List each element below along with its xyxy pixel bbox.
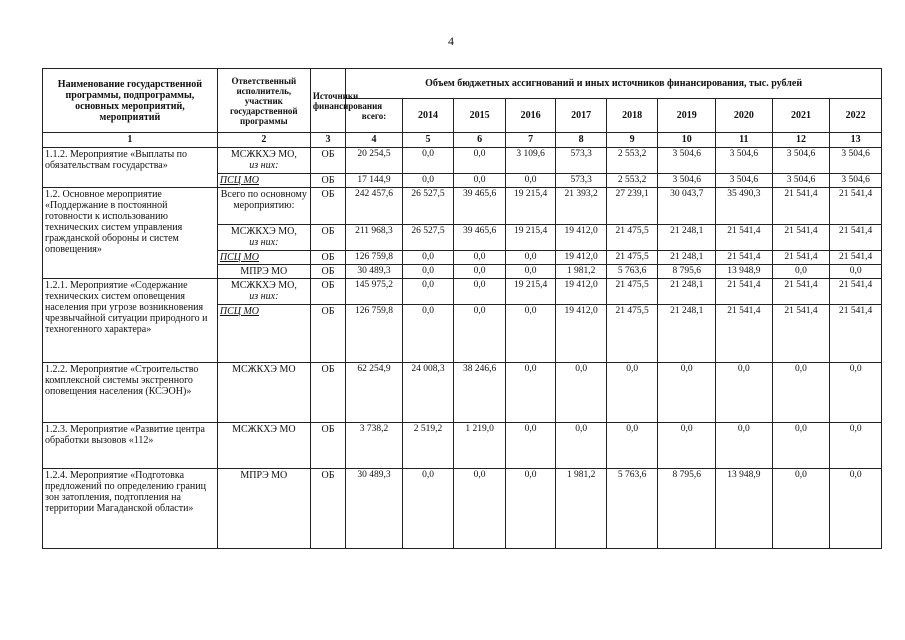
value-cell: 8 795,6 [658, 265, 716, 279]
responsible-cell: МПРЭ МО [217, 265, 310, 279]
value-cell: 0,0 [658, 423, 716, 469]
value-cell: 0,0 [402, 265, 454, 279]
header-year: 2020 [716, 99, 773, 133]
responsible-cell: Всего по основному мероприятию: [217, 188, 310, 225]
col-number: 6 [454, 133, 506, 148]
page-number: 4 [448, 34, 454, 48]
value-cell: 21 541,4 [830, 251, 882, 265]
value-cell: 2 553,2 [606, 174, 658, 188]
value-cell: 0,0 [606, 363, 658, 423]
header-year: 2015 [454, 99, 506, 133]
col-number: 3 [310, 133, 345, 148]
value-cell: 0,0 [505, 251, 556, 265]
value-cell: 0,0 [556, 363, 607, 423]
responsible-label: МСЖКХЭ МО, [230, 280, 297, 291]
value-cell: 3 504,6 [716, 174, 773, 188]
header-year: 2019 [658, 99, 716, 133]
value-cell: 21 475,5 [606, 251, 658, 265]
value-cell: 21 248,1 [658, 305, 716, 363]
value-cell: 0,0 [402, 251, 454, 265]
value-cell: 3 504,6 [658, 174, 716, 188]
value-cell: 0,0 [716, 363, 773, 423]
budget-table [42, 68, 882, 549]
value-cell: 1 981,2 [556, 469, 607, 549]
value-cell: 21 475,5 [606, 279, 658, 305]
value-cell: 1 219,0 [454, 423, 506, 469]
value-cell: 0,0 [830, 363, 882, 423]
table-row [43, 469, 882, 549]
value-cell: 0,0 [402, 174, 454, 188]
col-number: 12 [772, 133, 830, 148]
value-cell: 3 738,2 [346, 423, 403, 469]
table-row [43, 188, 882, 225]
value-cell: 5 763,6 [606, 469, 658, 549]
psc-label: ПСЦ МО [219, 252, 260, 263]
table-row [43, 279, 882, 305]
value-cell: 0,0 [772, 265, 830, 279]
value-cell: 0,0 [454, 174, 506, 188]
value-cell: 30 489,3 [346, 265, 403, 279]
value-cell: 211 968,3 [346, 225, 403, 251]
value-cell: 0,0 [402, 469, 454, 549]
responsible-cell [217, 305, 310, 363]
col-number: 10 [658, 133, 716, 148]
value-cell: 3 504,6 [772, 148, 830, 174]
activity-name: 1.2.3. Мероприятие «Развитие центра обработки вызовов «112» [43, 423, 218, 469]
value-cell: 19 412,0 [556, 305, 607, 363]
value-cell: 35 490,3 [716, 188, 773, 225]
col-number: 9 [606, 133, 658, 148]
value-cell: 0,0 [772, 423, 830, 469]
source-cell: ОБ [310, 469, 345, 549]
value-cell: 2 553,2 [606, 148, 658, 174]
source-cell: ОБ [310, 148, 345, 174]
value-cell: 3 504,6 [716, 148, 773, 174]
value-cell: 26 527,5 [402, 188, 454, 225]
value-cell: 242 457,6 [346, 188, 403, 225]
value-cell: 145 975,2 [346, 279, 403, 305]
value-cell: 0,0 [454, 265, 506, 279]
header-year: 2016 [505, 99, 556, 133]
value-cell: 0,0 [830, 423, 882, 469]
value-cell: 0,0 [505, 469, 556, 549]
value-cell: 19 215,4 [505, 188, 556, 225]
col-number: 8 [556, 133, 607, 148]
value-cell: 0,0 [454, 469, 506, 549]
value-cell: 0,0 [454, 148, 506, 174]
value-cell: 8 795,6 [658, 469, 716, 549]
header-total: всего: [346, 99, 403, 133]
value-cell: 24 008,3 [402, 363, 454, 423]
value-cell: 0,0 [505, 363, 556, 423]
value-cell: 5 763,6 [606, 265, 658, 279]
value-cell: 38 246,6 [454, 363, 506, 423]
value-cell: 21 475,5 [606, 305, 658, 363]
activity-name: 1.2. Основное мероприятие «Поддержание в постоянной готовности к использованию технических систем управления гражданской обороны и систем оповещения» [43, 188, 218, 279]
value-cell: 0,0 [505, 174, 556, 188]
value-cell: 21 541,4 [830, 279, 882, 305]
value-cell: 21 541,4 [830, 188, 882, 225]
value-cell: 20 254,5 [346, 148, 403, 174]
header-responsible: Ответственный исполнитель, участник государственной программы [217, 69, 310, 133]
value-cell: 0,0 [556, 423, 607, 469]
responsible-cell: МСЖКХЭ МО [217, 363, 310, 423]
value-cell: 0,0 [716, 423, 773, 469]
header-year: 2014 [402, 99, 454, 133]
responsible-label: МСЖКХЭ МО, [230, 149, 297, 160]
source-cell: ОБ [310, 251, 345, 265]
value-cell: 21 248,1 [658, 279, 716, 305]
value-cell: 30 043,7 [658, 188, 716, 225]
value-cell: 0,0 [505, 423, 556, 469]
source-cell: ОБ [310, 423, 345, 469]
value-cell: 1 981,2 [556, 265, 607, 279]
value-cell: 0,0 [402, 148, 454, 174]
value-cell: 0,0 [505, 305, 556, 363]
value-cell: 39 465,6 [454, 188, 506, 225]
value-cell: 2 519,2 [402, 423, 454, 469]
col-number: 5 [402, 133, 454, 148]
value-cell: 21 541,4 [716, 305, 773, 363]
col-number: 11 [716, 133, 773, 148]
table-row [43, 363, 882, 423]
responsible-cell: МПРЭ МО [217, 469, 310, 549]
value-cell: 21 541,4 [772, 279, 830, 305]
value-cell: 0,0 [772, 469, 830, 549]
value-cell: 0,0 [454, 305, 506, 363]
value-cell: 21 393,2 [556, 188, 607, 225]
responsible-cell [217, 279, 310, 305]
value-cell: 30 489,3 [346, 469, 403, 549]
value-cell: 21 541,4 [830, 305, 882, 363]
value-cell: 19 412,0 [556, 279, 607, 305]
col-number: 4 [346, 133, 403, 148]
responsible-cell: МСЖКХЭ МО [217, 423, 310, 469]
value-cell: 21 541,4 [716, 225, 773, 251]
value-cell: 3 504,6 [830, 174, 882, 188]
value-cell: 21 541,4 [772, 305, 830, 363]
source-cell: ОБ [310, 265, 345, 279]
value-cell: 21 541,4 [716, 251, 773, 265]
column-number-row [43, 133, 882, 148]
value-cell: 21 248,1 [658, 225, 716, 251]
table-row [43, 423, 882, 469]
value-cell: 21 541,4 [772, 225, 830, 251]
value-cell: 19 412,0 [556, 251, 607, 265]
value-cell: 0,0 [830, 469, 882, 549]
value-cell: 13 948,9 [716, 469, 773, 549]
responsible-label: МСЖКХЭ МО, [230, 226, 297, 237]
value-cell: 3 504,6 [658, 148, 716, 174]
value-cell: 26 527,5 [402, 225, 454, 251]
value-cell: 39 465,6 [454, 225, 506, 251]
value-cell: 573,3 [556, 148, 607, 174]
value-cell: 126 759,8 [346, 305, 403, 363]
value-cell: 21 475,5 [606, 225, 658, 251]
value-cell: 17 144,9 [346, 174, 403, 188]
value-cell: 0,0 [454, 251, 506, 265]
activity-name: 1.2.1. Мероприятие «Содержание технических систем оповещения населения при угрозе возникновения чрезвычайной ситуации природного и техногенного характера» [43, 279, 218, 363]
responsible-cell [217, 148, 310, 174]
col-number: 7 [505, 133, 556, 148]
responsible-cell [217, 225, 310, 251]
header-name: Наименование государственной программы, подпрограммы, основных мероприятий, мероприятий [43, 69, 218, 133]
iz-nih-label: из них: [249, 160, 279, 171]
psc-label: ПСЦ МО [219, 306, 260, 317]
iz-nih-label: из них: [249, 237, 279, 248]
source-cell: ОБ [310, 225, 345, 251]
source-cell: ОБ [310, 188, 345, 225]
value-cell: 13 948,9 [716, 265, 773, 279]
value-cell: 0,0 [658, 363, 716, 423]
value-cell: 21 248,1 [658, 251, 716, 265]
value-cell: 19 412,0 [556, 225, 607, 251]
header-year: 2021 [772, 99, 830, 133]
value-cell: 0,0 [402, 279, 454, 305]
source-cell: ОБ [310, 305, 345, 363]
responsible-cell [217, 251, 310, 265]
value-cell: 21 541,4 [772, 251, 830, 265]
value-cell: 19 215,4 [505, 279, 556, 305]
header-year: 2017 [556, 99, 607, 133]
col-number: 13 [830, 133, 882, 148]
value-cell: 21 541,4 [772, 188, 830, 225]
value-cell: 27 239,1 [606, 188, 658, 225]
activity-name: 1.2.2. Мероприятие «Строительство комплексной системы экстренного оповещения населения (КСЭОН)» [43, 363, 218, 423]
header-volume: Объем бюджетных ассигнований и иных источников финансирования, тыс. рублей [346, 69, 882, 99]
value-cell: 573,3 [556, 174, 607, 188]
header-year: 2022 [830, 99, 882, 133]
value-cell: 3 504,6 [772, 174, 830, 188]
value-cell: 0,0 [454, 279, 506, 305]
value-cell: 126 759,8 [346, 251, 403, 265]
activity-name: 1.1.2. Мероприятие «Выплаты по обязательствам государства» [43, 148, 218, 188]
value-cell: 0,0 [772, 363, 830, 423]
activity-name: 1.2.4. Мероприятие «Подготовка предложений по определению границ зон затопления, подтопления на территории Магаданской области» [43, 469, 218, 549]
header-source: Источники финансирования [310, 69, 345, 133]
value-cell: 0,0 [402, 305, 454, 363]
col-number: 1 [43, 133, 218, 148]
col-number: 2 [217, 133, 310, 148]
value-cell: 3 504,6 [830, 148, 882, 174]
source-cell: ОБ [310, 279, 345, 305]
value-cell: 0,0 [830, 265, 882, 279]
source-cell: ОБ [310, 363, 345, 423]
responsible-cell [217, 174, 310, 188]
value-cell: 0,0 [606, 423, 658, 469]
value-cell: 19 215,4 [505, 225, 556, 251]
value-cell: 21 541,4 [716, 279, 773, 305]
value-cell: 3 109,6 [505, 148, 556, 174]
header-year: 2018 [606, 99, 658, 133]
iz-nih-label: из них: [249, 291, 279, 302]
value-cell: 62 254,9 [346, 363, 403, 423]
table-row [43, 148, 882, 174]
psc-label: ПСЦ МО [219, 175, 260, 186]
source-cell: ОБ [310, 174, 345, 188]
value-cell: 21 541,4 [830, 225, 882, 251]
value-cell: 0,0 [505, 265, 556, 279]
